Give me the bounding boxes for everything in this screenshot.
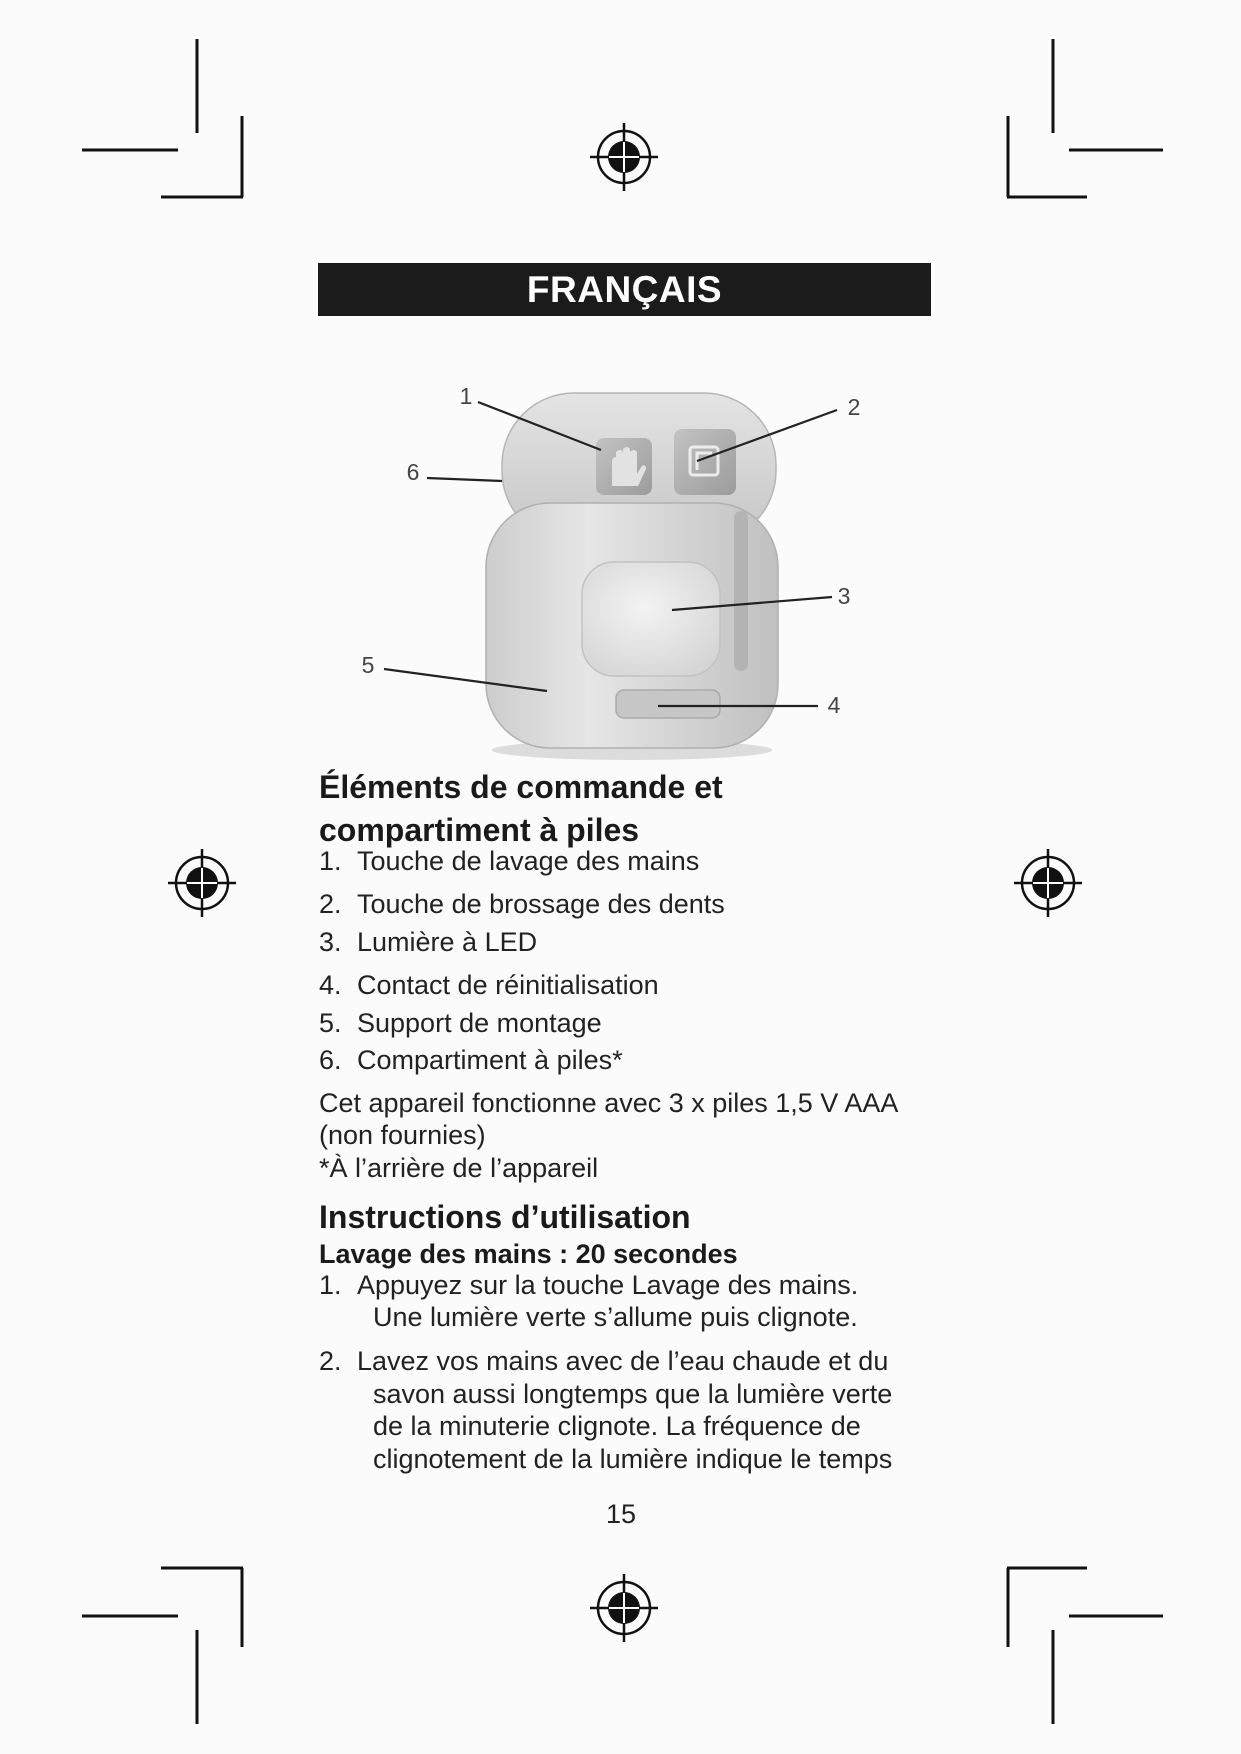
list-item-number: 2.	[319, 889, 342, 919]
step-number: 2.	[319, 1346, 342, 1376]
list-item: Touche de lavage des mains	[357, 846, 700, 876]
step-number: 1.	[319, 1270, 342, 1300]
step-line: Appuyez sur la touche Lavage des mains.	[357, 1270, 859, 1300]
step-line: Lavez vos mains avec de l’eau chaude et du	[357, 1346, 889, 1376]
step-line: savon aussi longtemps que la lumière verte	[373, 1379, 893, 1409]
registration-mark-top	[584, 117, 664, 197]
reset-contact	[616, 690, 720, 718]
step-line: Une lumière verte s’allume puis clignote.	[373, 1302, 858, 1332]
step-line: clignotement de la lumière indique le temps	[373, 1444, 893, 1474]
registration-mark-right	[1008, 843, 1088, 923]
callout-label-5: 5	[361, 652, 375, 678]
list-item: Support de montage	[357, 1008, 602, 1038]
controls-heading-line-1: Éléments de commande et	[319, 769, 723, 805]
callout-label-3: 3	[837, 583, 851, 609]
list-item: Contact de réinitialisation	[357, 970, 659, 1000]
registration-mark-bottom	[584, 1568, 664, 1648]
device-illustration	[330, 370, 890, 770]
list-item-number: 6.	[319, 1045, 342, 1075]
language-header: FRANÇAIS	[318, 263, 931, 316]
led-window	[582, 562, 720, 676]
battery-note-line-1: Cet appareil fonctionne avec 3 x piles 1,5 V AAA	[319, 1088, 899, 1118]
battery-note-line-2: (non fournies)	[319, 1120, 486, 1150]
list-item: Lumière à LED	[357, 927, 538, 957]
callout-label-4: 4	[827, 692, 841, 718]
list-item-number: 1.	[319, 846, 342, 876]
list-item-number: 4.	[319, 970, 342, 1000]
toothbrush-button	[674, 429, 736, 495]
instructions-subheading: Lavage des mains : 20 secondes	[319, 1239, 738, 1269]
device-slot	[734, 511, 748, 671]
callout-label-2: 2	[847, 394, 861, 420]
list-item-number: 5.	[319, 1008, 342, 1038]
battery-note-line-3: *À l’arrière de l’appareil	[319, 1153, 599, 1183]
list-item: Compartiment à piles*	[357, 1045, 623, 1075]
callout-label-6: 6	[406, 459, 420, 485]
step-line: de la minuterie clignote. La fréquence de	[373, 1411, 861, 1441]
instructions-heading: Instructions d’utilisation	[319, 1199, 691, 1235]
controls-heading-line-2: compartiment à piles	[319, 812, 640, 848]
list-item: Touche de brossage des dents	[357, 889, 725, 919]
registration-mark-left	[162, 843, 242, 923]
list-item-number: 3.	[319, 927, 342, 957]
page-number: 15	[605, 1499, 637, 1529]
callout-label-1: 1	[459, 383, 473, 409]
callout-line-6	[427, 478, 502, 481]
